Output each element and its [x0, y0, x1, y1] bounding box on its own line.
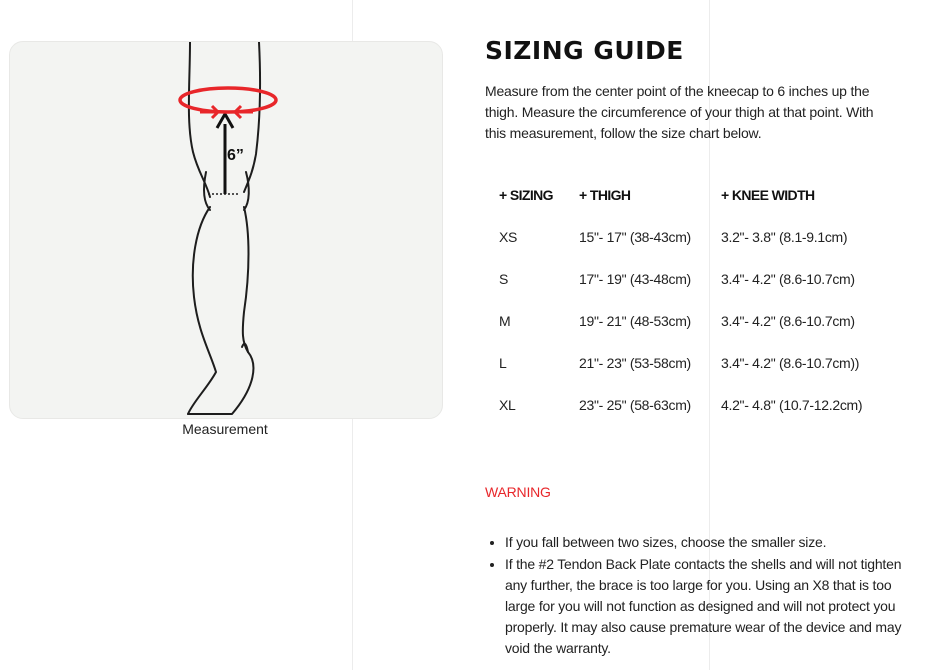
intro-text: Measure from the center point of the kneecap to 6 inches up the thigh. Measure the circumference of your thigh at that point. With this measurement, follow the size chart below. — [485, 83, 874, 141]
measurement-figure — [9, 41, 443, 419]
list-item: • If you fall between two sizes, choose the smaller size. — [505, 532, 905, 553]
size-cell: XS — [499, 229, 518, 245]
thigh-cell: 21"- 23" (53-58cm) — [579, 355, 691, 371]
table-row — [492, 384, 881, 426]
thigh-cell: 17"- 19" (43-48cm) — [579, 271, 691, 287]
thigh-cell: 23"- 25" (58-63cm) — [579, 397, 691, 413]
size-cell: M — [499, 313, 511, 329]
knee-width-cell: 4.2"- 4.8" (10.7-12.2cm) — [721, 397, 863, 413]
table-row — [492, 342, 881, 384]
table-row — [492, 300, 881, 342]
knee-width-cell: 3.4"- 4.2" (8.6-10.7cm) — [721, 271, 855, 287]
thigh-right-outline — [244, 42, 260, 192]
warning-list — [485, 532, 905, 660]
measurement-label: 6” — [227, 147, 244, 164]
circumference-ring-icon — [180, 88, 276, 118]
thigh-cell: 15"- 17" (38-43cm) — [579, 229, 691, 245]
knee-width-cell: 3.4"- 4.2" (8.6-10.7cm)) — [721, 355, 860, 371]
table-row — [492, 258, 881, 300]
knee-width-cell: 3.4"- 4.2" (8.6-10.7cm) — [721, 313, 855, 329]
figure-caption: Measurement — [182, 421, 268, 437]
size-chart-table — [492, 174, 881, 426]
header-knee-width: + KNEE WIDTH — [721, 187, 815, 203]
header-thigh: + THIGH — [579, 187, 631, 203]
thigh-cell: 19"- 21" (48-53cm) — [579, 313, 691, 329]
warning-heading: WARNING — [485, 484, 551, 500]
leg-illustration — [10, 42, 442, 418]
size-cell: L — [499, 355, 507, 371]
size-cell: S — [499, 271, 509, 287]
list-item: • If the #2 Tendon Back Plate contacts the shells and will not tighten any further, the brace is too large for you. Using an X8 that is too large for you will not function as designed and will not protect you properly. It may also cause premature wear of the device and may void the warranty. — [505, 554, 905, 659]
header-sizing: + SIZING — [499, 187, 553, 203]
thigh-left-outline — [189, 42, 210, 197]
table-header-row — [492, 174, 881, 216]
size-cell: XL — [499, 397, 516, 413]
page-title: SIZING GUIDE — [485, 36, 684, 65]
shin-outline — [188, 207, 216, 414]
table-row — [492, 216, 881, 258]
knee-width-cell: 3.2"- 3.8" (8.1-9.1cm) — [721, 229, 848, 245]
